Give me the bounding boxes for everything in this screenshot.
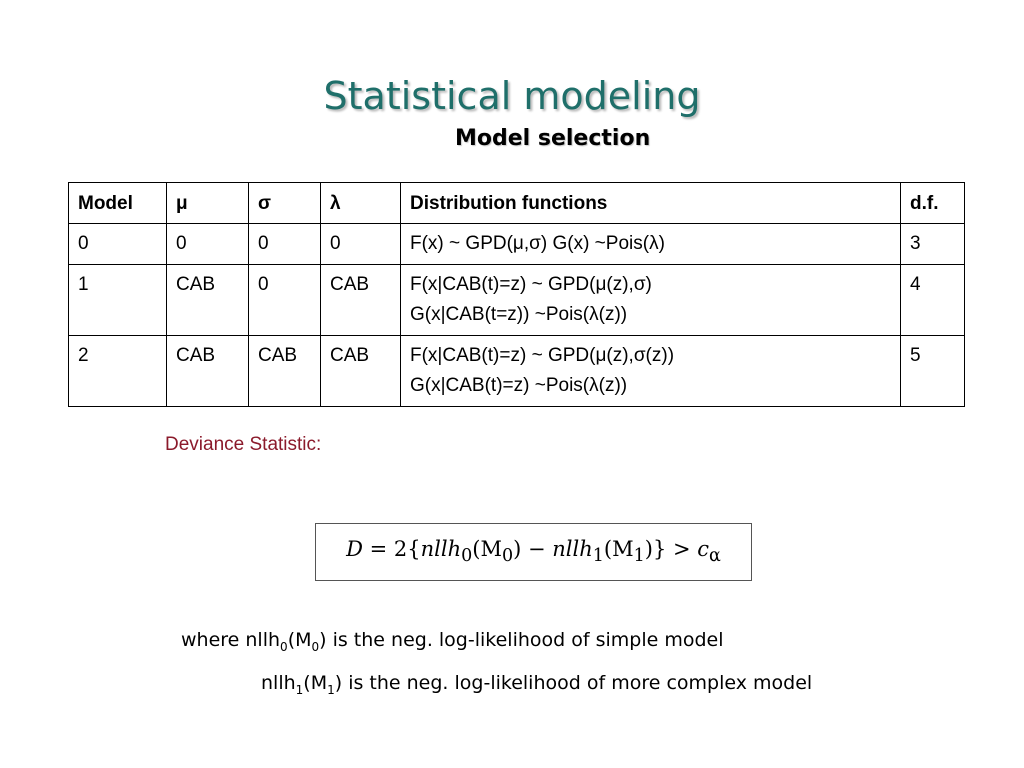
note1-suffix: ) is the neg. log-likelihood of simple model (319, 629, 724, 651)
formula-crit-sub: α (709, 546, 721, 567)
header-lambda: λ (321, 183, 401, 224)
cell-lambda: 0 (321, 224, 401, 265)
cell-sigma: 0 (249, 265, 321, 336)
formula-term1: nllh (420, 537, 462, 562)
note2-mid: (M (303, 672, 328, 694)
slide-title: Statistical modeling (323, 74, 701, 118)
formula-crit: c (697, 537, 710, 562)
cell-mu: 0 (167, 224, 249, 265)
note-complex-model (261, 672, 812, 697)
note2-sub2: 1 (327, 682, 335, 697)
deviance-label: Deviance Statistic: (165, 434, 322, 455)
note1-sub2: 0 (311, 639, 320, 654)
cell-df: 3 (901, 224, 965, 265)
cell-model: 2 (69, 336, 167, 407)
distribution-line: F(x) ~ GPD(μ,σ) G(x) ~Pois(λ) (410, 233, 665, 254)
distribution-line: G(x|CAB(t)=z) ~Pois(λ(z)) (410, 375, 628, 396)
header-distribution-functions: Distribution functions (401, 183, 901, 224)
note2-sub1: 1 (295, 682, 304, 697)
header-model: Model (69, 183, 167, 224)
cell-df: 5 (901, 336, 965, 407)
header-mu: μ (167, 183, 249, 224)
formula-minus: − (521, 537, 553, 562)
cell-model: 1 (69, 265, 167, 336)
distribution-line: F(x|CAB(t)=z) ~ GPD(μ(z),σ(z)) (410, 345, 675, 366)
cell-distribution (401, 265, 901, 336)
slide-subtitle: Model selection (455, 126, 651, 151)
header-df: d.f. (901, 183, 965, 224)
table-header-row (69, 183, 965, 224)
cell-distribution (401, 336, 901, 407)
cell-sigma: 0 (249, 224, 321, 265)
formula-term1-arg: (M (472, 537, 502, 562)
note1-sub1: 0 (280, 639, 288, 654)
note1-mid: (M (287, 629, 312, 651)
cell-lambda: CAB (321, 336, 401, 407)
table-row (69, 336, 965, 407)
header-sigma: σ (249, 183, 321, 224)
cell-model: 0 (69, 224, 167, 265)
distribution-line: G(x|CAB(t=z)) ~Pois(λ(z)) (410, 304, 628, 325)
formula-close1: ) (513, 537, 522, 562)
formula-lhs: D (346, 537, 363, 562)
distribution-line: F(x|CAB(t)=z) ~ GPD(μ(z),σ) (410, 274, 652, 295)
cell-df: 4 (901, 265, 965, 336)
formula-term1-arg-sub: 0 (501, 546, 514, 567)
formula-eq: = 2{ (362, 537, 421, 562)
note-simple-model (181, 629, 724, 654)
note2-prefix: nllh (261, 672, 296, 694)
note2-suffix: ) is the neg. log-likelihood of more complex model (334, 672, 813, 694)
formula-close2: )} > (644, 537, 698, 562)
formula-term2-arg: (M (603, 537, 634, 562)
table-row (69, 224, 965, 265)
cell-mu: CAB (167, 336, 249, 407)
model-table (68, 182, 965, 407)
note1-prefix: where nllh (181, 629, 281, 651)
formula-term2-sub: 1 (592, 546, 604, 567)
formula-term2: nllh (552, 537, 593, 562)
cell-mu: CAB (167, 265, 249, 336)
table-row (69, 265, 965, 336)
cell-distribution (401, 224, 901, 265)
formula-term1-sub: 0 (461, 546, 473, 567)
cell-lambda: CAB (321, 265, 401, 336)
formula-term2-arg-sub: 1 (633, 546, 645, 567)
formula-box (315, 523, 752, 581)
deviance-formula (346, 537, 721, 566)
cell-sigma: CAB (249, 336, 321, 407)
